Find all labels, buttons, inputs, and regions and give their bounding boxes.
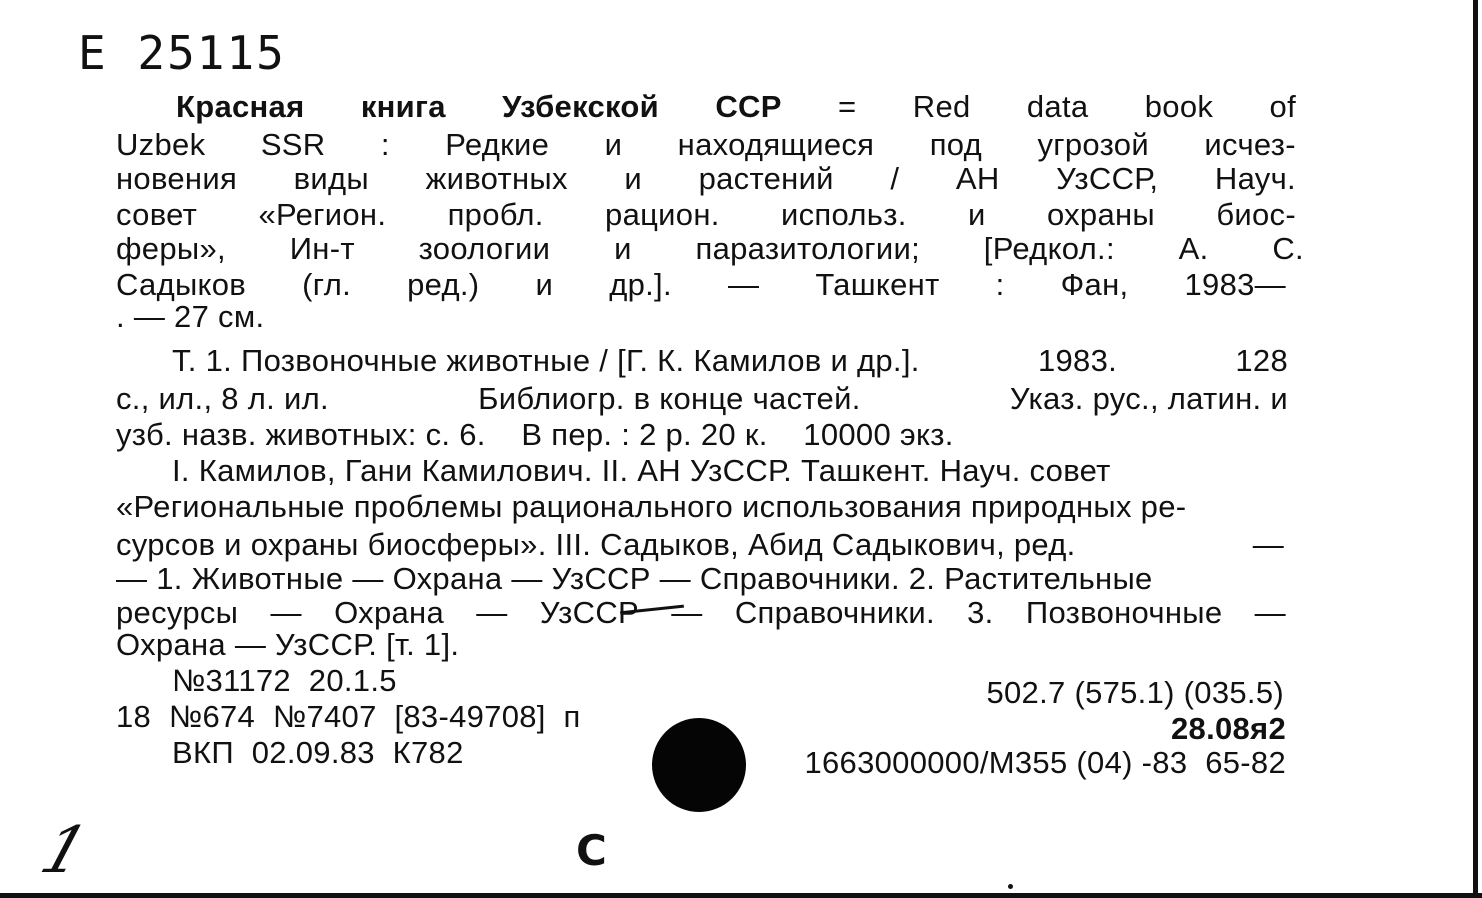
tracing-segment: — <box>1252 527 1284 562</box>
volume-segment: 128 <box>1235 343 1288 378</box>
tracing-word: Справочники. <box>734 595 935 630</box>
desc-word: и <box>614 231 632 266</box>
desc-word: Красная <box>176 89 305 124</box>
desc-word: : <box>995 267 1005 302</box>
footer-right-2: 28.08я2 <box>1170 711 1286 746</box>
desc-word: book <box>1144 89 1214 124</box>
desc-word: и <box>624 161 642 196</box>
desc-word: 1983— <box>1184 267 1286 302</box>
description-line-7: . — 27 см. <box>116 299 265 334</box>
footer-right-3: 1663000000/М355 (04) -83 65-82 <box>804 745 1286 780</box>
tracing-word: 3. <box>967 595 994 630</box>
desc-word: Редкие <box>445 127 550 162</box>
stamp-letter: С <box>576 826 607 875</box>
description-line-4 <box>116 198 1296 232</box>
tracing-word: УзССР <box>539 595 639 630</box>
desc-word: растений <box>698 161 834 196</box>
tracings-line-2: «Региональные проблемы рационального использования природных ре- <box>116 489 1187 524</box>
footer-right-1: 502.7 (575.1) (035.5) <box>986 675 1284 710</box>
desc-word: (гл. <box>302 267 352 302</box>
volume-segment: Библиогр. в конце частей. <box>478 381 861 416</box>
card-edge-right <box>1473 0 1478 898</box>
desc-word: Узбекской <box>502 89 660 124</box>
desc-word: Фан, <box>1060 267 1129 302</box>
tracing-word: ресурсы <box>116 595 239 630</box>
desc-word: «Регион. <box>258 197 387 232</box>
desc-word: УзССР, <box>1056 161 1159 196</box>
description-line-6 <box>116 268 1286 302</box>
description-line-2 <box>116 128 1296 162</box>
desc-word: охраны <box>1046 197 1156 232</box>
call-number: Е 25115 <box>78 26 286 80</box>
desc-word: ред.) <box>407 267 480 302</box>
description-line-1 <box>176 90 1296 124</box>
tracings-line-1: I. Камилов, Гани Камилович. II. АН УзССР. Ташкент. Науч. совет <box>172 453 1111 488</box>
tracing-word: — <box>476 595 508 630</box>
tracing-word: — <box>671 595 703 630</box>
tracing-word: — <box>270 595 302 630</box>
tracing-word: — <box>1254 595 1286 630</box>
desc-word: и <box>604 127 623 162</box>
desc-word: АН <box>955 161 1000 196</box>
desc-word: SSR <box>260 127 326 162</box>
desc-word: новения <box>116 161 238 196</box>
desc-word: под <box>929 127 983 162</box>
desc-word: паразитологии; <box>695 231 921 266</box>
desc-word: Ин-т <box>289 231 355 266</box>
tracings-line-6: Охрана — УзССР. [т. 1]. <box>116 627 460 662</box>
card-edge-bottom <box>0 893 1482 898</box>
desc-word: = <box>838 89 857 124</box>
tracings-line-5 <box>116 596 1286 630</box>
volume-line-1 <box>172 344 1288 378</box>
tracing-word: Позвоночные <box>1025 595 1223 630</box>
desc-word: Науч. <box>1214 161 1296 196</box>
desc-word: зоологии <box>418 231 551 266</box>
footer-left-1: №31172 20.1.5 <box>172 663 397 698</box>
desc-word: С. <box>1272 231 1304 266</box>
volume-line-2 <box>116 382 1288 416</box>
tracing-segment: сурсов и охраны биосферы». III. Садыков, Абид Садыкович, ред. <box>116 527 1076 562</box>
desc-word: [Редкол.: <box>983 231 1115 266</box>
desc-word: совет <box>116 197 198 232</box>
volume-segment: с., ил., 8 л. ил. <box>116 381 329 416</box>
tracings-line-4: — 1. Животные — Охрана — УзССР — Справочники. 2. Растительные <box>116 561 1153 596</box>
volume-segment: Т. 1. Позвоночные животные / [Г. К. Камилов и др.]. <box>172 343 920 378</box>
desc-word: А. <box>1178 231 1209 266</box>
desc-word: и <box>967 197 986 232</box>
desc-word: ССР <box>715 89 782 124</box>
desc-word: биос- <box>1216 197 1296 232</box>
desc-word: находящиеся <box>677 127 875 162</box>
desc-word: of <box>1269 89 1296 124</box>
footer-left-3: ВКП 02.09.83 К782 <box>172 735 464 770</box>
desc-word: др.]. <box>609 267 672 302</box>
volume-line-3: узб. назв. животных: с. 6. В пер. : 2 р. 20 к. 10000 экз. <box>116 417 954 452</box>
description-line-3 <box>116 162 1296 196</box>
desc-word: / <box>890 161 900 196</box>
black-circle-stamp <box>652 718 746 812</box>
desc-word: Uzbek <box>116 127 206 162</box>
desc-word: пробл. <box>447 197 544 232</box>
description-line-5 <box>116 232 1304 266</box>
tracing-word: Охрана <box>334 595 445 630</box>
desc-word: и <box>535 267 554 302</box>
desc-word: феры», <box>116 231 226 266</box>
desc-word: книга <box>360 89 446 124</box>
speck <box>1008 884 1013 889</box>
desc-word: Садыков <box>116 267 247 302</box>
desc-word: исчез- <box>1204 127 1296 162</box>
handwritten-mark: 1 <box>31 814 97 888</box>
desc-word: : <box>380 127 390 162</box>
volume-segment: 1983. <box>1037 343 1118 378</box>
desc-word: Ташкент <box>815 267 940 302</box>
desc-word: виды <box>293 161 369 196</box>
desc-word: животных <box>425 161 568 196</box>
desc-word: рацион. <box>605 197 720 232</box>
tracings-line-3 <box>116 528 1284 562</box>
volume-segment: Указ. рус., латин. и <box>1009 381 1288 416</box>
desc-word: data <box>1026 89 1089 124</box>
desc-word: — <box>727 267 760 302</box>
desc-word: угрозой <box>1037 127 1149 162</box>
desc-word: Red <box>912 89 971 124</box>
desc-word: использ. <box>781 197 907 232</box>
footer-left-2: 18 №674 №7407 [83-49708] п <box>116 699 581 734</box>
